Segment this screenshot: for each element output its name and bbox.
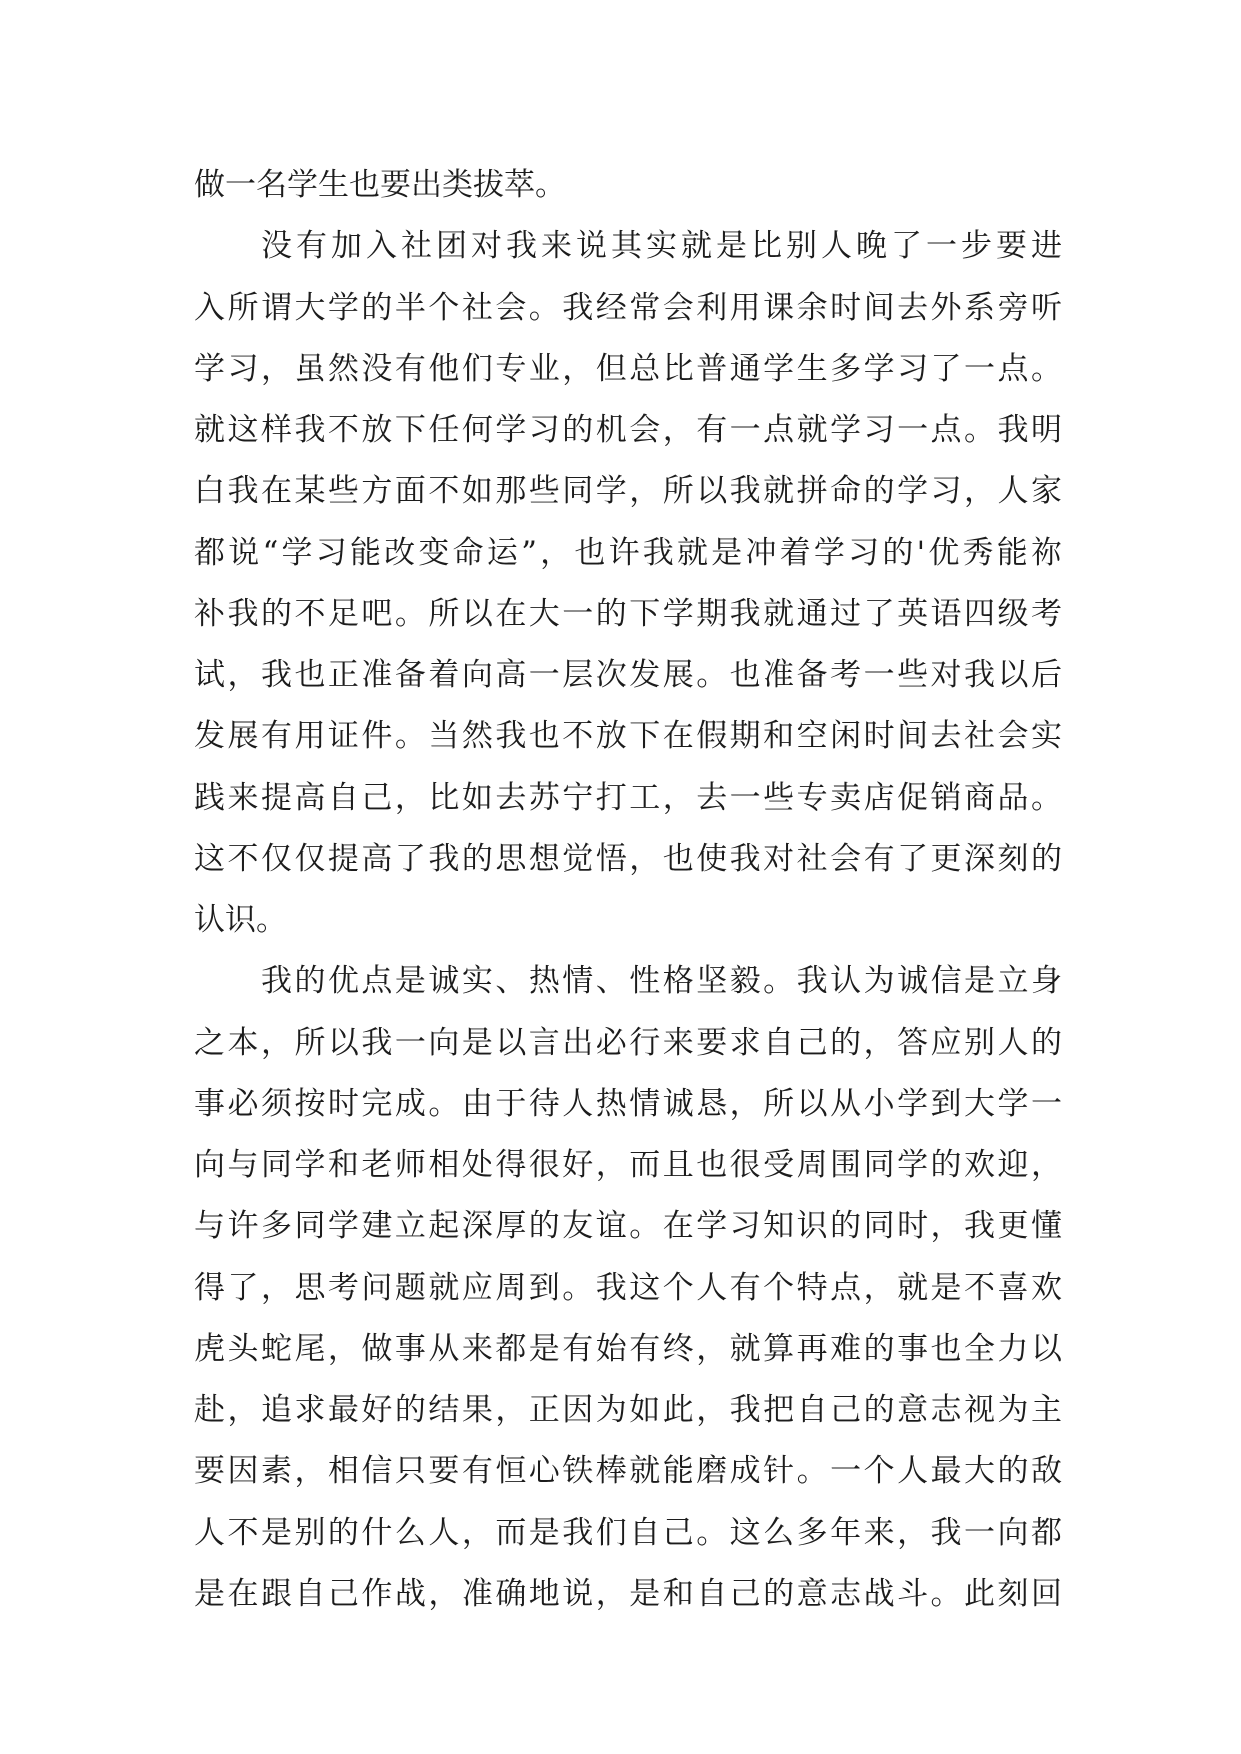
paragraph-club-and-study [194, 216, 1062, 951]
text-line: 试，我也正准备着向高一层次发展。也准备考一些对我以后 [194, 657, 1062, 693]
text-line: 虎头蛇尾，做事从来都是有始有终，就算再难的事也全力以 [194, 1330, 1062, 1367]
text-line: 人不是别的什么人，而是我们自己。这么多年来，我一向都 [194, 1514, 1062, 1551]
text-line: 做一名学生也要出类拔萃。 [194, 167, 566, 203]
text-line: 发展有用证件。当然我也不放下在假期和空闲时间去社会实 [194, 718, 1062, 755]
text-line: 要因素，相信只要有恒心铁棒就能磨成针。一个人最大的敌 [194, 1453, 1062, 1490]
text-line: 是在跟自己作战，准确地说，是和自己的意志战斗。此刻回 [194, 1575, 1062, 1612]
text-line: 之本，所以我一向是以言出必行来要求自己的，答应别人的 [194, 1024, 1062, 1061]
text-line: 都说“学习能改变命运”，也许我就是冲着学习的'优秀能祢 [194, 534, 1062, 571]
text-line: 赴，追求最好的结果，正因为如此，我把自己的意志视为主 [194, 1392, 1062, 1428]
text-line: 与许多同学建立起深厚的友谊。在学习知识的同时，我更懂 [194, 1208, 1062, 1245]
text-line: 我的优点是诚实、热情、性格坚毅。我认为诚信是立身 [261, 963, 1062, 1000]
text-line: 这不仅仅提高了我的思想觉悟，也使我对社会有了更深刻的 [194, 840, 1062, 877]
text-line: 白我在某些方面不如那些同学，所以我就拼命的学习，人家 [194, 473, 1062, 510]
text-line: 事必须按时完成。由于待人热情诚恳，所以从小学到大学一 [194, 1085, 1062, 1122]
text-line: 践来提高自己，比如去苏宁打工，去一些专卖店促销商品。 [194, 779, 1062, 816]
text-line: 补我的不足吧。所以在大一的下学期我就通过了英语四级考 [194, 595, 1062, 632]
text-line: 没有加入社团对我来说其实就是比别人晚了一步要进 [261, 228, 1062, 265]
paragraph-strengths [194, 951, 1062, 1625]
text-line: 向与同学和老师相处得很好，而且也很受周围同学的欢迎， [194, 1147, 1062, 1183]
text-line: 就这样我不放下任何学习的机会，有一点就学习一点。我明 [194, 412, 1062, 448]
document-body [194, 155, 1062, 1625]
paragraph-continuation [194, 155, 1062, 216]
text-line: 认识。 [194, 902, 287, 938]
text-line: 得了，思考问题就应周到。我这个人有个特点，就是不喜欢 [194, 1269, 1062, 1306]
text-line: 入所谓大学的半个社会。我经常会利用课余时间去外系旁听 [194, 289, 1062, 326]
text-line: 学习，虽然没有他们专业，但总比普通学生多学习了一点。 [194, 350, 1062, 387]
